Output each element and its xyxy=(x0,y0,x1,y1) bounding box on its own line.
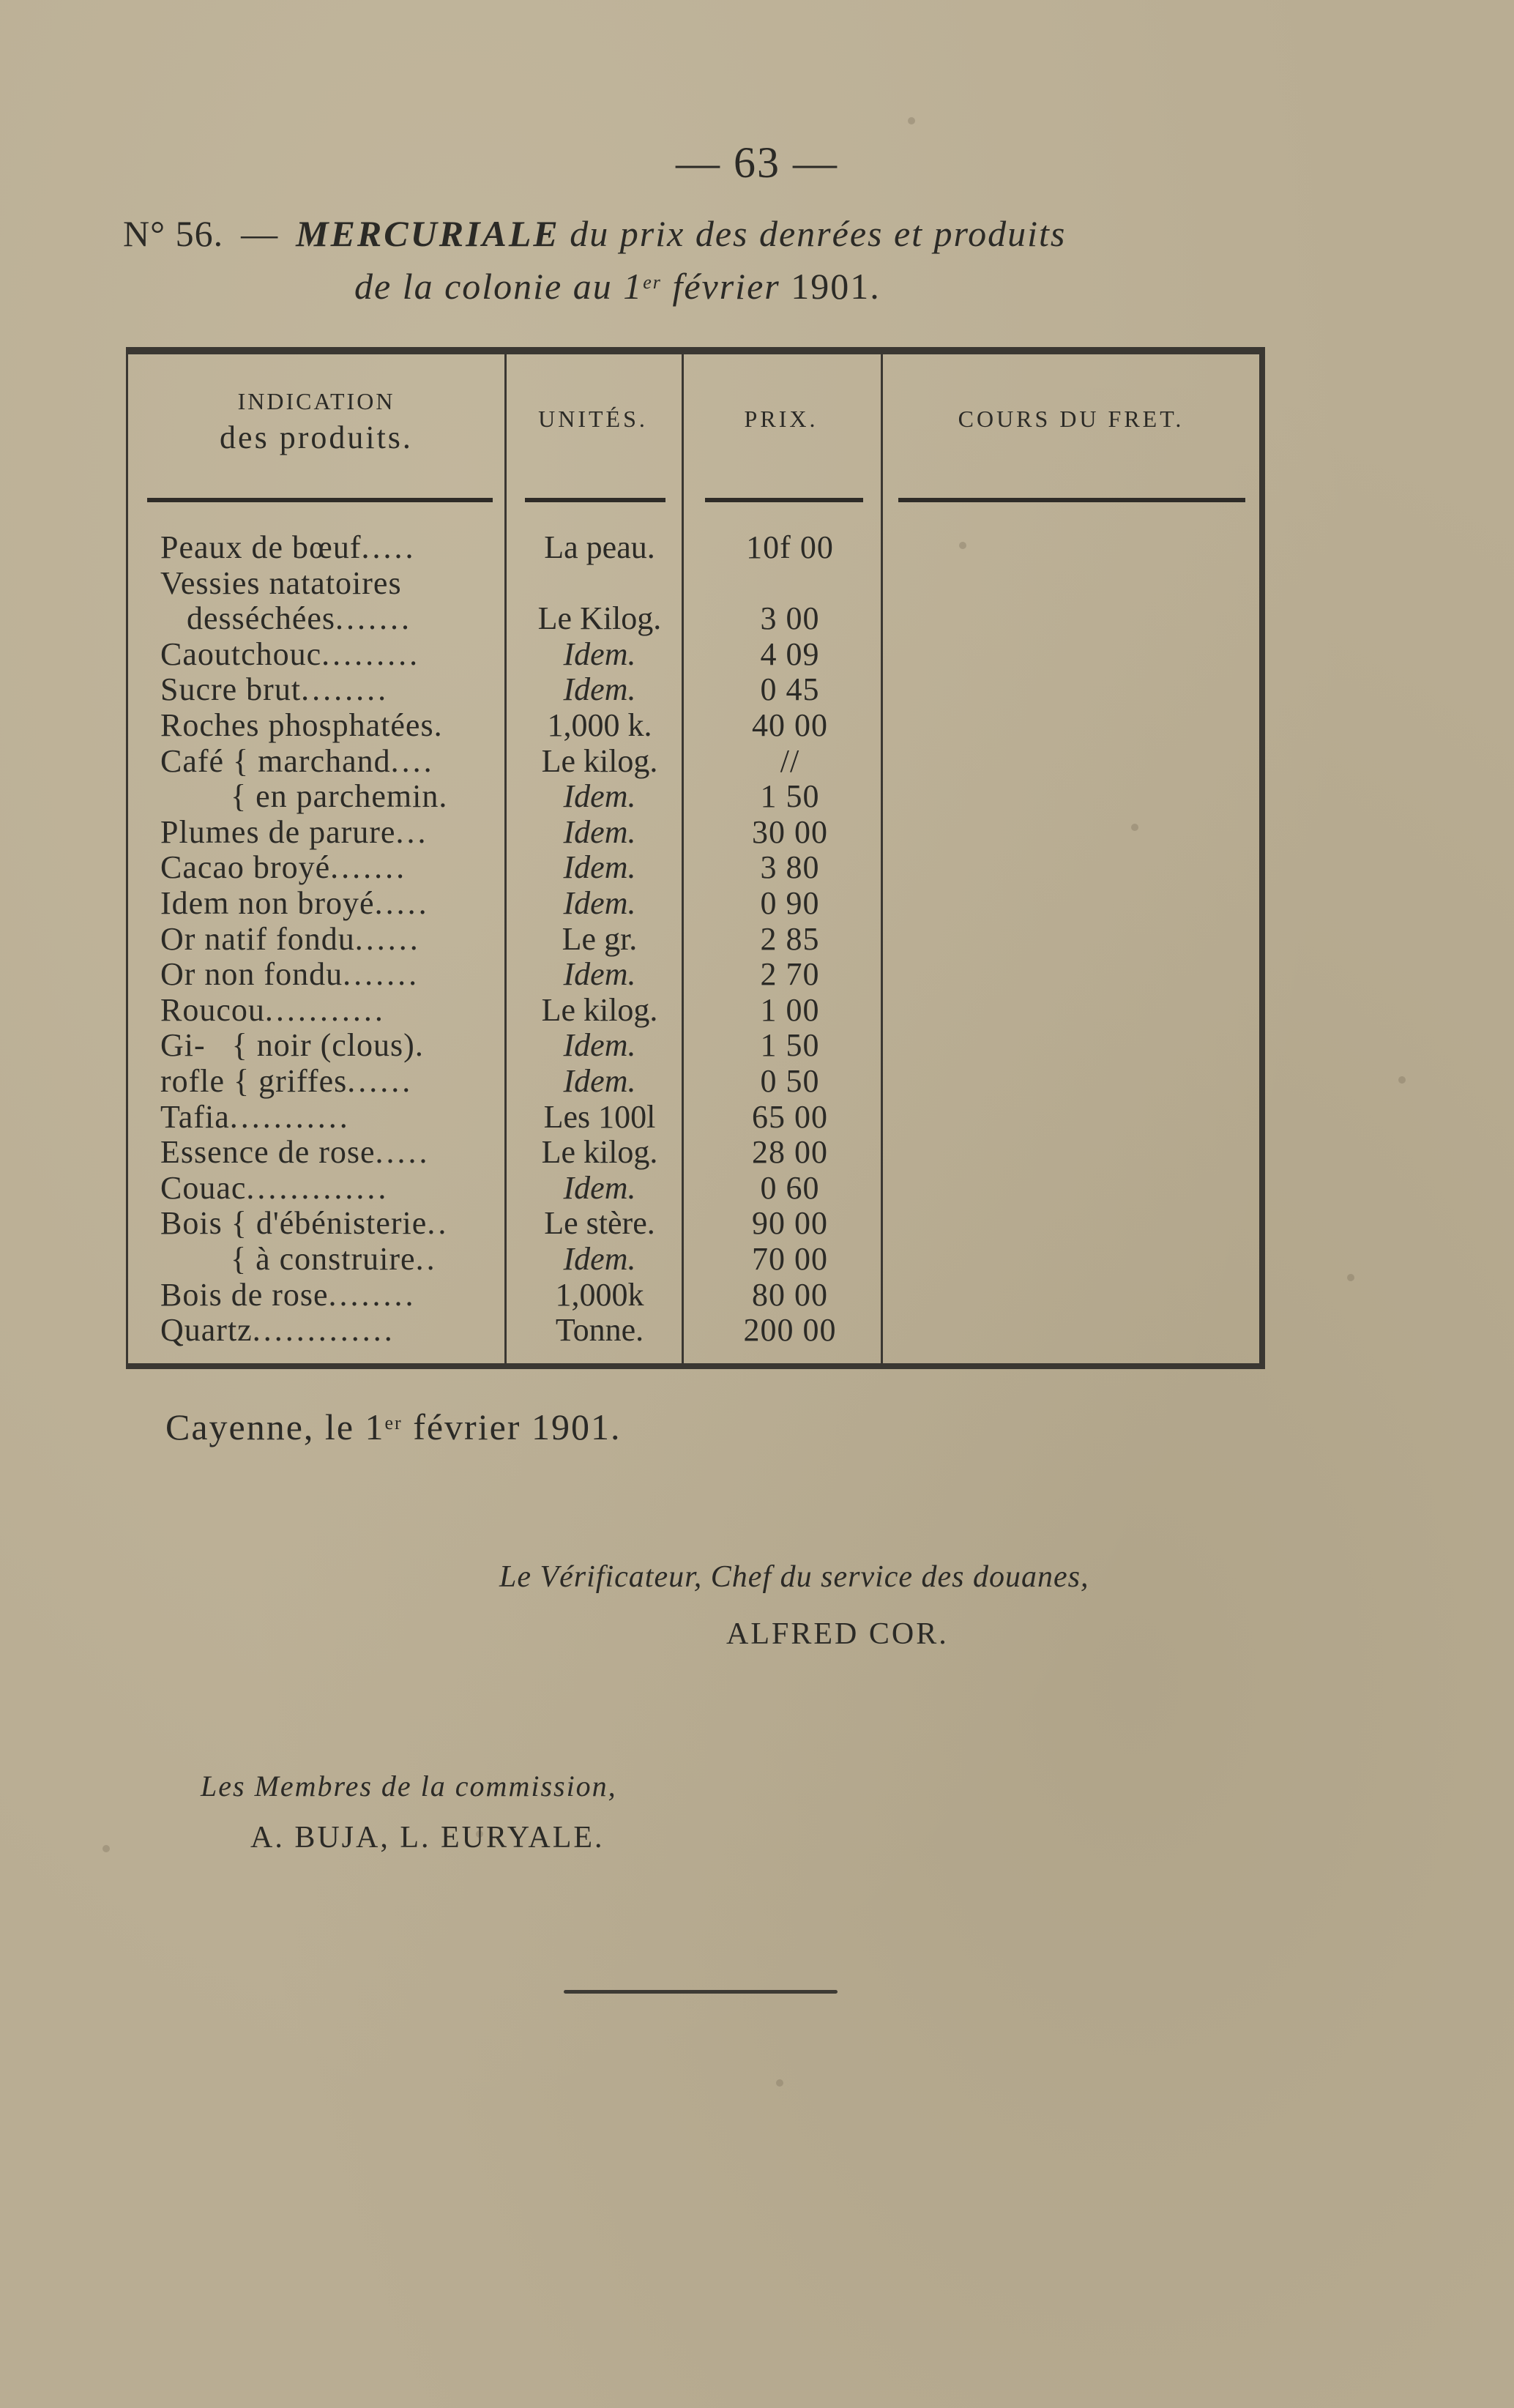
table-row xyxy=(128,850,1259,886)
product-name: Roches phosphatées. xyxy=(160,708,443,743)
product-name: Bois de rose........ xyxy=(160,1277,417,1313)
page-number: — 63 — xyxy=(676,138,838,187)
product-unit: Le kilog. xyxy=(541,1135,658,1171)
subtitle-year: 1901. xyxy=(791,266,881,307)
product-name: Roucou........... xyxy=(160,992,386,1028)
place-date-post: février 1901. xyxy=(402,1406,622,1447)
product-unit: Idem. xyxy=(563,1064,636,1099)
title-dash: — xyxy=(241,213,279,254)
product-price: 1 50 xyxy=(760,1028,820,1064)
product-price: 10f 00 xyxy=(746,530,834,565)
table-row xyxy=(128,1100,1259,1136)
product-name: Quartz............. xyxy=(160,1313,395,1349)
product-price: 90 00 xyxy=(752,1206,828,1242)
table-row xyxy=(128,744,1259,780)
table-row xyxy=(128,601,1259,637)
header-indication: INDICATION xyxy=(237,388,395,414)
product-name: Or natif fondu...... xyxy=(160,921,421,957)
product-price: 2 70 xyxy=(760,957,820,993)
subtitle-month: février xyxy=(661,266,791,307)
place-date xyxy=(165,1406,621,1448)
product-unit: Le kilog. xyxy=(541,992,658,1028)
product-price: 80 00 xyxy=(752,1277,828,1313)
product-price: 0 60 xyxy=(760,1170,820,1206)
product-name: Peaux de bœuf..... xyxy=(160,530,417,565)
product-unit: Le gr. xyxy=(562,921,638,957)
product-unit: Idem. xyxy=(563,850,636,886)
product-unit: Tonne. xyxy=(555,1313,644,1349)
product-name: Sucre brut........ xyxy=(160,672,389,708)
product-name: Or non fondu....... xyxy=(160,957,420,993)
paper-speck xyxy=(1347,1274,1354,1281)
product-unit: Les 100l xyxy=(543,1099,656,1135)
product-price: 1 00 xyxy=(760,992,820,1028)
table-row xyxy=(128,922,1259,958)
product-unit: Idem. xyxy=(563,1170,636,1206)
product-name: Bois { d'ébénisterie.. xyxy=(160,1206,450,1242)
product-name: Cacao broyé....... xyxy=(160,850,408,886)
subtitle-pre: de la colonie au 1 xyxy=(354,266,644,307)
table-row xyxy=(128,886,1259,922)
price-table xyxy=(126,347,1265,1369)
product-price: 0 45 xyxy=(760,672,820,708)
product-name: { à construire.. xyxy=(160,1242,438,1277)
table-row xyxy=(128,1064,1259,1100)
title-mercuriale: MERCURIALE xyxy=(296,213,560,254)
product-unit: Le stère. xyxy=(544,1206,655,1242)
table-row xyxy=(128,1313,1259,1349)
table-row xyxy=(128,1171,1259,1207)
title-number: N° 56. xyxy=(123,213,224,254)
product-unit: Le Kilog. xyxy=(537,601,662,637)
header-freight: COURS DU FRET. xyxy=(958,406,1185,432)
header-rule xyxy=(898,498,1245,502)
place-date-sup: er xyxy=(384,1412,403,1434)
product-price: 2 85 xyxy=(760,921,820,957)
paper-speck xyxy=(776,2079,783,2087)
table-row xyxy=(128,779,1259,815)
product-unit: Idem. xyxy=(563,814,636,850)
product-name: Plumes de parure... xyxy=(160,814,429,850)
product-unit: Idem. xyxy=(563,886,636,921)
table-row xyxy=(128,993,1259,1029)
paper-speck xyxy=(908,117,915,124)
product-unit: Le kilog. xyxy=(541,743,658,779)
product-name: rofle { griffes...... xyxy=(160,1064,414,1099)
subtitle-sup: er xyxy=(643,272,662,293)
table-row xyxy=(128,708,1259,744)
product-unit: Idem. xyxy=(563,672,636,708)
product-name: Vessies natatoires xyxy=(160,565,402,601)
table-row xyxy=(128,1278,1259,1313)
product-price: 65 00 xyxy=(752,1099,828,1135)
product-price: 3 80 xyxy=(760,850,820,886)
product-name: Essence de rose..... xyxy=(160,1135,430,1171)
product-unit: 1,000 k. xyxy=(547,708,652,743)
header-rule xyxy=(705,498,863,502)
product-unit: Idem. xyxy=(563,957,636,993)
product-name: Caoutchouc......... xyxy=(160,636,421,672)
place-date-pre: Cayenne, le 1 xyxy=(165,1406,385,1447)
table-row xyxy=(128,1242,1259,1278)
product-price: 3 00 xyxy=(760,601,820,637)
closing-rule xyxy=(564,1990,838,1994)
table-row xyxy=(128,672,1259,708)
product-price: 70 00 xyxy=(752,1242,828,1277)
title-rest: du prix des denrées et produits xyxy=(570,213,1067,254)
product-price: 28 00 xyxy=(752,1135,828,1171)
product-name: Couac............. xyxy=(160,1170,389,1206)
table-row xyxy=(128,1135,1259,1171)
table-row xyxy=(128,1206,1259,1242)
table-row xyxy=(128,957,1259,993)
product-price: 0 50 xyxy=(760,1064,820,1099)
product-price: 200 00 xyxy=(743,1313,837,1349)
product-unit: Idem. xyxy=(563,779,636,815)
product-unit: La peau. xyxy=(544,530,655,565)
verificateur-name: ALFRED COR. xyxy=(726,1617,949,1651)
table-row xyxy=(128,530,1259,566)
table-row xyxy=(128,1028,1259,1064)
product-name: Idem non broyé..... xyxy=(160,886,430,921)
product-name: Tafia........... xyxy=(160,1099,351,1135)
product-price: 30 00 xyxy=(752,814,828,850)
commission-label: Les Membres de la commission, xyxy=(201,1770,617,1803)
product-price: // xyxy=(780,743,800,779)
header-rule xyxy=(525,498,665,502)
product-name: { en parchemin. xyxy=(160,779,448,815)
product-name: Gi- { noir (clous). xyxy=(160,1028,424,1064)
product-unit: Idem. xyxy=(563,1242,636,1277)
paper-speck xyxy=(102,1845,110,1852)
product-price: 1 50 xyxy=(760,779,820,815)
header-price: PRIX. xyxy=(744,406,818,432)
document-subtitle xyxy=(354,265,881,307)
document-title xyxy=(123,212,1066,255)
product-price: 40 00 xyxy=(752,708,828,743)
header-rule xyxy=(147,498,493,502)
product-name: Café { marchand.... xyxy=(160,743,435,779)
product-unit: 1,000k xyxy=(555,1277,644,1313)
product-price: 0 90 xyxy=(760,886,820,921)
table-row xyxy=(128,566,1259,602)
commission-names: A. BUJA, L. EURYALE. xyxy=(250,1821,605,1855)
header-units: UNITÉS. xyxy=(538,406,648,432)
product-unit: Idem. xyxy=(563,1028,636,1064)
product-price: 4 09 xyxy=(760,636,820,672)
table-row xyxy=(128,815,1259,851)
header-products: des produits. xyxy=(220,420,413,455)
verificateur-title: Le Vérificateur, Chef du service des douanes, xyxy=(499,1560,1089,1594)
paper-speck xyxy=(1398,1076,1406,1084)
table-row xyxy=(128,637,1259,673)
product-unit: Idem. xyxy=(563,636,636,672)
product-name: desséchées....... xyxy=(160,601,413,637)
